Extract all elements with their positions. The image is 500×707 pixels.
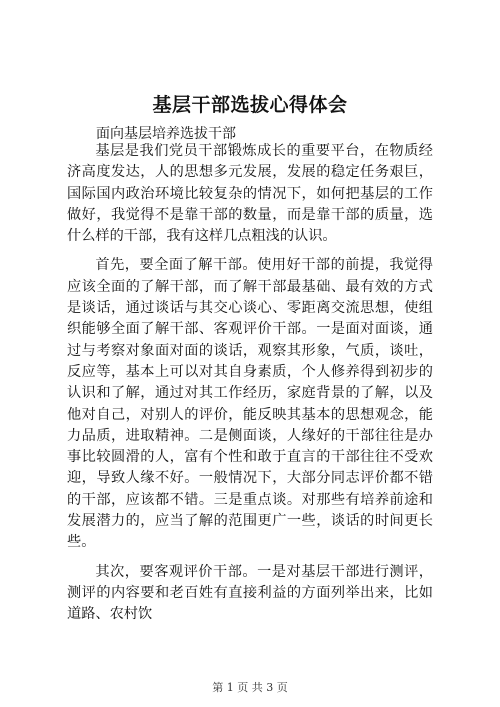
paragraph-first-point: 首先，要全面了解干部。使用好干部的前提，我觉得应该全面的了解干部，而了解干部最基础、最有效的方式是谈话，通过谈话与其交心谈心、零距离交流思想，使组织能够全面了解干部、客观评价干部。一是面对面谈，通过与考察对象面对面的谈话，观察其形象，气质，谈吐，反应等，基本上可以对其自身素质，个人修养得到初步的认识和了解，通过对其工作经历，家庭背景的了解，以及他对自己，对别人的评价，能反映其基本的思想观念，能力品质，进取精神。二是侧面谈，人缘好的干部往往是办事比较圆滑的人，富有个性和敢于直言的干部往往不受欢迎，导致人缘不好。一般情况下，大部分同志评价都不错的干部，应该都不错。三是重点谈。对那些有培养前途和发展潜力的，应当了解的范围更广一些，谈话的时间更长些。 (67, 257, 433, 551)
paragraph-second-point: 其次，要客观评价干部。一是对基层干部进行测评，测评的内容要和老百姓有直接利益的方面列举出来，比如道路、农村饮 (67, 563, 433, 623)
paragraph-intro: 基层是我们党员干部锻炼成长的重要平台，在物质经济高度发达，人的思想多元发展，发展的稳定任务艰巨，国际国内政治环境比较复杂的情况下，如何把基层的工作做好，我觉得不是靠干部的数量，而是靠干部的质量，选什么样的干部，我有这样几点粗浅的认识。 (67, 143, 433, 245)
document-subtitle: 面向基层培养选拔干部 (96, 126, 236, 142)
document-title: 基层干部选拔心得体会 (152, 94, 348, 116)
page-footer: 第 1 页 共 3 页 (212, 681, 288, 694)
document-body (67, 141, 433, 626)
